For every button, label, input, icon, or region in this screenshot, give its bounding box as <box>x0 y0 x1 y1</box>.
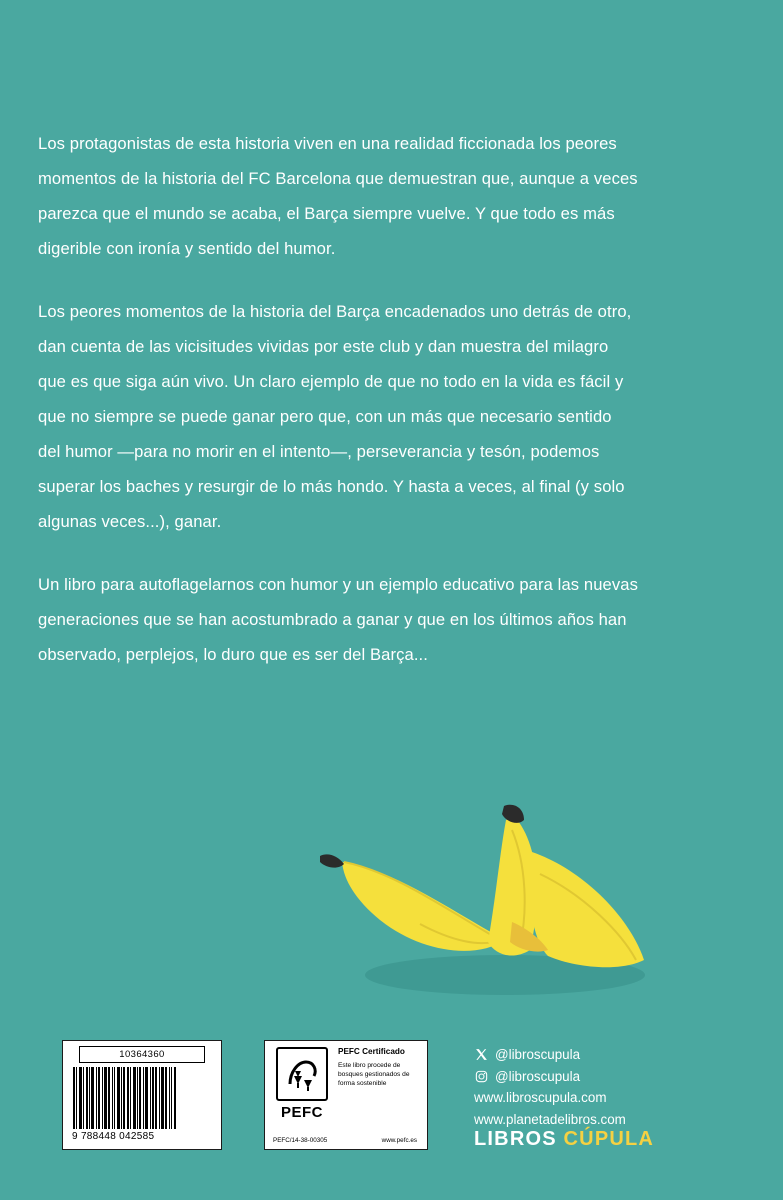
pefc-brand: PEFC <box>280 1104 323 1121</box>
barcode-isbn-digits: 9 788448 042585 <box>72 1131 155 1142</box>
banana-stem <box>502 805 524 823</box>
publisher-name-first: LIBROS <box>474 1128 557 1150</box>
website-row[interactable] <box>474 1087 626 1109</box>
blurb-text-block <box>38 126 638 672</box>
barcode-internal-code: 10364360 <box>79 1046 205 1063</box>
publisher-name-second: CÚPULA <box>563 1128 655 1150</box>
barcode-block <box>62 1040 222 1150</box>
blurb-paragraph-1: Los protagonistas de esta historia viven en una realidad ficcionada los peores momentos de la historia del FC Barcelona que demuestran que, aunque a veces parezca que el mundo se acaba, el Barça siempre vuelve. Y que todo es más digerible con ironía y sentido del humor. <box>38 134 638 258</box>
footer <box>0 1024 783 1200</box>
pefc-certification-block <box>264 1040 428 1150</box>
twitter-row[interactable] <box>474 1044 626 1066</box>
publisher-logo <box>474 1128 654 1151</box>
pefc-url: www.pefc.es <box>381 1137 417 1144</box>
pefc-tree-icon <box>276 1047 328 1101</box>
social-links <box>474 1044 626 1130</box>
banana-peel-left <box>342 862 505 951</box>
barcode-bars <box>73 1067 211 1129</box>
instagram-icon <box>474 1069 488 1083</box>
pefc-title: PEFC Certificado <box>338 1047 405 1056</box>
x-twitter-icon <box>474 1048 488 1062</box>
pefc-text-area <box>333 1047 421 1143</box>
publisher-site-row[interactable] <box>474 1109 626 1131</box>
banana-peel-illustration <box>300 800 720 1020</box>
pefc-logo-area <box>271 1047 333 1143</box>
twitter-handle: @libroscupula <box>495 1047 581 1062</box>
publisher-site-url: www.planetadelibros.com <box>474 1111 626 1127</box>
blurb-paragraph-2: Los peores momentos de la historia del Barça encadenados uno detrás de otro, dan cuenta de las vicisitudes vividas por este club y dan muestra del milagro que es que siga aún vivo. Un claro ejemplo de que no todo en la vida es fácil y que no siempre se puede ganar pero que, con un más que necesario sentido del humor —para no morir en el intento—, perseverancia y tesón, podemos superar los baches y resurgir de lo más hondo. Y hasta a veces, al final (y solo algunas veces...), ganar. <box>38 302 632 531</box>
blurb-paragraph-3: Un libro para autoflagelarnos con humor y un ejemplo educativo para las nuevas generaciones que se han acostumbrado a ganar y que en los últimos años han observado, perplejos, lo duro que es ser del Barça... <box>38 575 638 664</box>
pefc-code: PEFC/14-38-00305 <box>273 1137 328 1144</box>
instagram-row[interactable] <box>474 1066 626 1088</box>
instagram-handle: @libroscupula <box>495 1068 581 1084</box>
banana-tip-left <box>320 854 344 867</box>
website-url: www.libroscupula.com <box>474 1090 607 1105</box>
pefc-description: Este libro procede de bosques gestionados de forma sostenible <box>338 1062 410 1087</box>
